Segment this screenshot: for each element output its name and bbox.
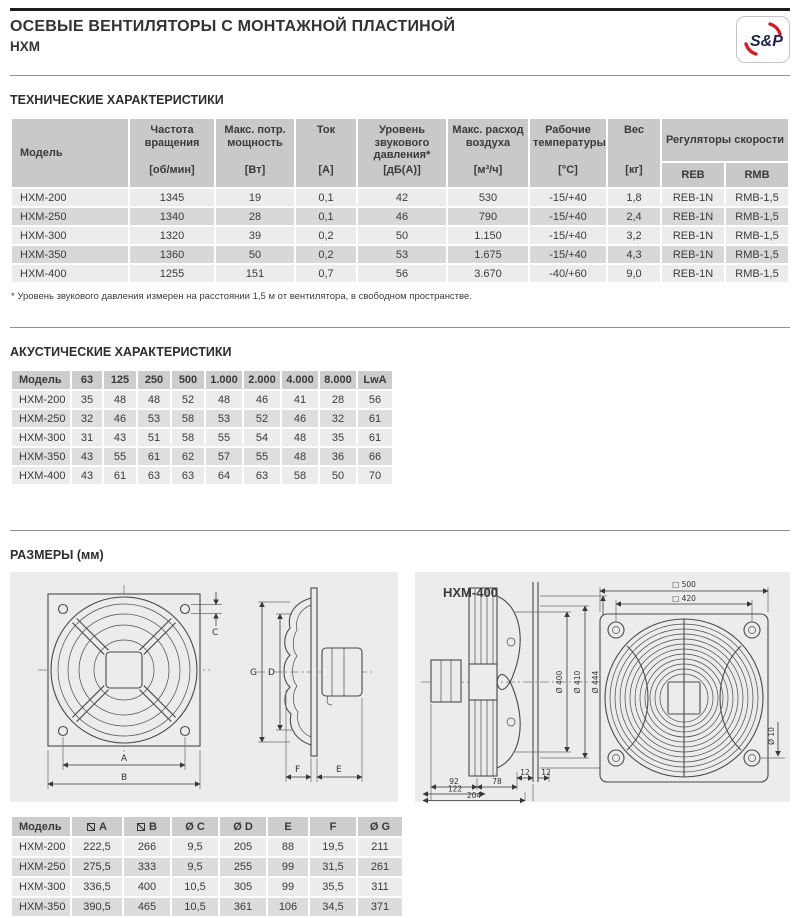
value-cell: 35 (72, 391, 102, 408)
model-name-cell: HXM-350 (12, 448, 70, 465)
dim-label-e: E (336, 765, 342, 775)
table-row (12, 246, 788, 263)
value-cell: 63 (244, 467, 280, 484)
hxm400-drawing-panel (415, 572, 790, 802)
value-cell: 43 (72, 448, 102, 465)
column-header: 250 (138, 371, 170, 389)
value-cell: 62 (172, 448, 204, 465)
dimensions-table (10, 815, 404, 918)
value-cell: -40/+60 (530, 265, 606, 282)
dimensions-section-heading: РАЗМЕРЫ (мм) (10, 548, 104, 562)
header-titles (10, 18, 455, 54)
dim-label-g: G (250, 668, 257, 678)
dim-label-d: D (268, 668, 275, 678)
column-header: Ø D (220, 817, 266, 836)
value-cell: 2,4 (608, 208, 660, 225)
column-header: E (268, 817, 308, 836)
model-name-cell: HXM-200 (12, 838, 70, 856)
value-cell: -15/+40 (530, 246, 606, 263)
table-row (12, 391, 392, 408)
value-cell: -15/+40 (530, 227, 606, 244)
value-cell: 51 (138, 429, 170, 446)
value-cell: 1345 (130, 189, 214, 206)
value-cell: 61 (358, 429, 392, 446)
value-cell: RMB-1,5 (726, 227, 788, 244)
tech-section-heading: ТЕХНИЧЕСКИЕ ХАРАКТЕРИСТИКИ (10, 93, 224, 107)
value-cell: 371 (358, 898, 402, 916)
table-row (12, 448, 392, 465)
value-cell: RMB-1,5 (726, 208, 788, 225)
value-cell: 61 (358, 410, 392, 427)
value-cell: 35,5 (310, 878, 356, 896)
value-cell: 61 (138, 448, 170, 465)
value-cell: RMB-1,5 (726, 246, 788, 263)
value-cell: 0,1 (296, 208, 356, 225)
value-cell: REB-1N (662, 208, 724, 225)
dim-label-78: 78 (492, 777, 502, 786)
value-cell: 266 (124, 838, 170, 856)
value-cell: 56 (358, 391, 392, 408)
model-name-cell: HXM-400 (12, 467, 70, 484)
value-cell: 465 (124, 898, 170, 916)
drawing-model-label: HXM-400 (443, 585, 498, 600)
value-cell: RMB-1,5 (726, 265, 788, 282)
value-cell: REB-1N (662, 227, 724, 244)
model-name-cell: HXM-300 (12, 878, 70, 896)
value-cell: 336,5 (72, 878, 122, 896)
square-dimension-icon (87, 823, 95, 831)
column-header-sound: Уровень звукового давления* [дБ(А)] (358, 119, 446, 187)
value-cell: 19 (216, 189, 294, 206)
value-cell: 48 (282, 429, 318, 446)
value-cell: 305 (220, 878, 266, 896)
dim-label-sq420: □ 420 (672, 594, 696, 603)
value-cell: 390,5 (72, 898, 122, 916)
column-header: Модель (12, 817, 70, 836)
column-header-model: Модель (12, 119, 128, 187)
value-cell: 19,5 (310, 838, 356, 856)
value-cell: 42 (358, 189, 446, 206)
value-cell: -15/+40 (530, 189, 606, 206)
column-header: 2.000 (244, 371, 280, 389)
model-name-cell: HXM-250 (12, 410, 70, 427)
value-cell: 58 (172, 429, 204, 446)
column-header-airflow: Макс. расход воздуха [м³/ч] (448, 119, 528, 187)
model-name-cell: HXM-250 (12, 858, 70, 876)
value-cell: 10,5 (172, 898, 218, 916)
column-header-speed: Частота вращения [об/мин] (130, 119, 214, 187)
column-header: F (310, 817, 356, 836)
square-dimension-icon (137, 823, 145, 831)
value-cell: 58 (282, 467, 318, 484)
dim-label-12a: 12 (520, 768, 530, 777)
dim-label-204: 204 (466, 791, 482, 800)
model-name-cell: HXM-300 (12, 429, 70, 446)
value-cell: 9,0 (608, 265, 660, 282)
table-row (12, 265, 788, 282)
value-cell: 1320 (130, 227, 214, 244)
value-cell: 39 (216, 227, 294, 244)
dim-label-hole10: Ø 10 (767, 727, 776, 745)
column-header: 125 (104, 371, 136, 389)
model-name-cell: HXM-350 (12, 246, 128, 263)
model-name-cell: HXM-250 (12, 208, 128, 225)
value-cell: REB-1N (662, 265, 724, 282)
value-cell: 1,8 (608, 189, 660, 206)
hxm400-dimension-drawing-icon (415, 572, 790, 802)
drawings-area (10, 572, 790, 802)
value-cell: 400 (124, 878, 170, 896)
value-cell: 1.675 (448, 246, 528, 263)
sp-logo-text: S&P (750, 33, 783, 50)
generic-drawing-panel (10, 572, 398, 802)
column-header-reb: REB (662, 163, 724, 187)
value-cell: 50 (358, 227, 446, 244)
value-cell: 0,2 (296, 246, 356, 263)
model-name-cell: HXM-400 (12, 265, 128, 282)
column-header: A (72, 817, 122, 836)
value-cell: 48 (206, 391, 242, 408)
page-header (10, 18, 790, 70)
model-name-cell: HXM-200 (12, 391, 70, 408)
value-cell: 99 (268, 878, 308, 896)
value-cell: 56 (358, 265, 446, 282)
column-header-current: Ток [А] (296, 119, 356, 187)
dim-label-92: 92 (449, 777, 459, 786)
column-header: 4.000 (282, 371, 318, 389)
value-cell: 70 (358, 467, 392, 484)
value-cell: 63 (172, 467, 204, 484)
model-name-cell: HXM-200 (12, 189, 128, 206)
value-cell: 28 (216, 208, 294, 225)
table-row (12, 838, 402, 856)
value-cell: 46 (358, 208, 446, 225)
value-cell: 275,5 (72, 858, 122, 876)
value-cell: 0,7 (296, 265, 356, 282)
value-cell: 106 (268, 898, 308, 916)
value-cell: 0,1 (296, 189, 356, 206)
technical-characteristics-table (10, 117, 790, 284)
value-cell: 1.150 (448, 227, 528, 244)
value-cell: REB-1N (662, 189, 724, 206)
value-cell: 43 (72, 467, 102, 484)
value-cell: 53 (206, 410, 242, 427)
value-cell: 57 (206, 448, 242, 465)
value-cell: 54 (244, 429, 280, 446)
sound-level-footnote: * Уровень звукового давления измерен на расстоянии 1,5 м от вентилятора, в свободном пространстве. (11, 291, 472, 302)
value-cell: 35 (320, 429, 356, 446)
table-row (12, 189, 788, 206)
dim-label-c: C (212, 628, 219, 638)
section-divider (10, 530, 790, 531)
column-header: B (124, 817, 170, 836)
value-cell: 3.670 (448, 265, 528, 282)
value-cell: 205 (220, 838, 266, 856)
column-header-weight: Вес [кг] (608, 119, 660, 187)
value-cell: 3,2 (608, 227, 660, 244)
value-cell: 530 (448, 189, 528, 206)
sp-brand-logo (736, 16, 790, 63)
value-cell: 53 (138, 410, 170, 427)
column-header-rmb: RMB (726, 163, 788, 187)
acoustic-section-heading: АКУСТИЧЕСКИЕ ХАРАКТЕРИСТИКИ (10, 345, 232, 359)
value-cell: 790 (448, 208, 528, 225)
value-cell: 46 (244, 391, 280, 408)
table-row (12, 898, 402, 916)
header-divider (10, 75, 790, 76)
value-cell: 32 (320, 410, 356, 427)
column-header: Ø C (172, 817, 218, 836)
table-row (12, 227, 788, 244)
series-title: HXM (10, 39, 40, 54)
value-cell: 1255 (130, 265, 214, 282)
column-header: 8.000 (320, 371, 356, 389)
table-row (12, 858, 402, 876)
dim-label-d444: Ø 444 (591, 670, 600, 694)
page-title: ОСЕВЫЕ ВЕНТИЛЯТОРЫ С МОНТАЖНОЙ ПЛАСТИНОЙ (10, 18, 456, 35)
dim-label-b: B (121, 773, 128, 783)
value-cell: 9,5 (172, 858, 218, 876)
table-row (12, 429, 392, 446)
value-cell: 46 (282, 410, 318, 427)
dim-label-d410: Ø 410 (573, 670, 582, 694)
dim-label-122: 122 (447, 784, 463, 794)
value-cell: 55 (104, 448, 136, 465)
value-cell: 34,5 (310, 898, 356, 916)
value-cell: 43 (104, 429, 136, 446)
value-cell: 55 (244, 448, 280, 465)
value-cell: 361 (220, 898, 266, 916)
column-header-regulators: Регуляторы скорости (662, 119, 788, 161)
column-header-power: Макс. потр. мощность [Вт] (216, 119, 294, 187)
table-row (12, 410, 392, 427)
sp-logo-icon (742, 21, 784, 58)
column-header: 63 (72, 371, 102, 389)
value-cell: 36 (320, 448, 356, 465)
value-cell: 48 (282, 448, 318, 465)
value-cell: 1340 (130, 208, 214, 225)
value-cell: REB-1N (662, 246, 724, 263)
value-cell: 64 (206, 467, 242, 484)
value-cell: 31,5 (310, 858, 356, 876)
dim-label-sq500: □ 500 (672, 580, 696, 589)
value-cell: 10,5 (172, 878, 218, 896)
value-cell: 28 (320, 391, 356, 408)
fan-dimension-drawing-icon (10, 572, 398, 802)
value-cell: 46 (104, 410, 136, 427)
value-cell: 61 (104, 467, 136, 484)
value-cell: 50 (320, 467, 356, 484)
value-cell: 52 (244, 410, 280, 427)
table-row (12, 878, 402, 896)
value-cell: 151 (216, 265, 294, 282)
value-cell: 66 (358, 448, 392, 465)
dim-label-f: F (295, 765, 301, 775)
value-cell: 48 (104, 391, 136, 408)
table-row (12, 208, 788, 225)
column-header: Ø G (358, 817, 402, 836)
value-cell: RMB-1,5 (726, 189, 788, 206)
value-cell: 1360 (130, 246, 214, 263)
value-cell: 31 (72, 429, 102, 446)
value-cell: 41 (282, 391, 318, 408)
value-cell: 88 (268, 838, 308, 856)
value-cell: 211 (358, 838, 402, 856)
value-cell: 55 (206, 429, 242, 446)
acoustic-characteristics-table (10, 369, 394, 486)
column-header-temperature: Рабочие температуры [°C] (530, 119, 606, 187)
value-cell: 99 (268, 858, 308, 876)
value-cell: 32 (72, 410, 102, 427)
value-cell: 48 (138, 391, 170, 408)
value-cell: 50 (216, 246, 294, 263)
table-row (12, 467, 392, 484)
dim-label-a: A (121, 754, 128, 764)
value-cell: 52 (172, 391, 204, 408)
value-cell: 311 (358, 878, 402, 896)
column-header: 1.000 (206, 371, 242, 389)
model-name-cell: HXM-350 (12, 898, 70, 916)
value-cell: 333 (124, 858, 170, 876)
top-rule (10, 8, 790, 11)
value-cell: -15/+40 (530, 208, 606, 225)
value-cell: 222,5 (72, 838, 122, 856)
column-header: 500 (172, 371, 204, 389)
value-cell: 4,3 (608, 246, 660, 263)
value-cell: 255 (220, 858, 266, 876)
value-cell: 53 (358, 246, 446, 263)
column-header: LwA (358, 371, 392, 389)
value-cell: 63 (138, 467, 170, 484)
value-cell: 0,2 (296, 227, 356, 244)
value-cell: 9,5 (172, 838, 218, 856)
dim-label-d400: Ø 400 (555, 670, 564, 694)
dim-label-12b: 12 (541, 768, 551, 777)
model-name-cell: HXM-300 (12, 227, 128, 244)
column-header: Модель (12, 371, 70, 389)
value-cell: 261 (358, 858, 402, 876)
value-cell: 58 (172, 410, 204, 427)
section-divider (10, 327, 790, 328)
